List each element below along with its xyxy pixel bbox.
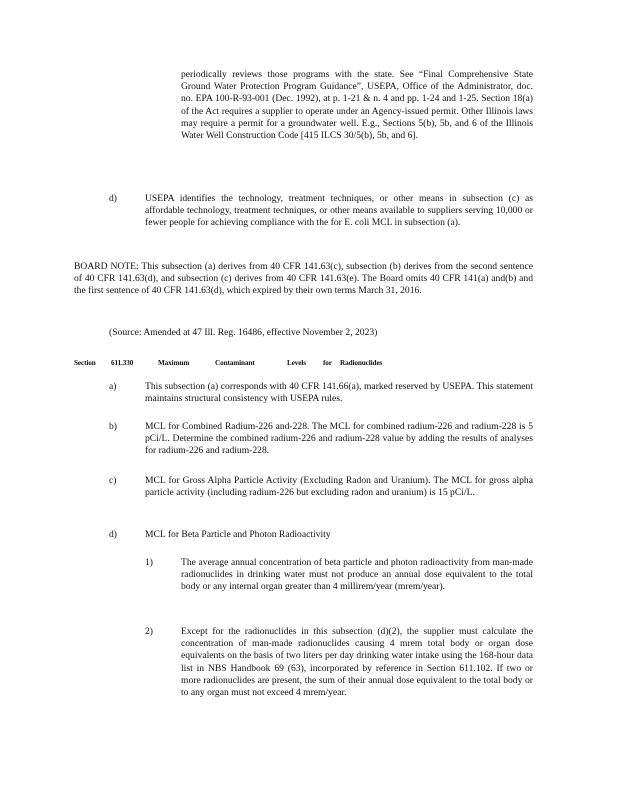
section-title-word: for: [323, 359, 332, 367]
section-title-word: Levels: [287, 359, 306, 367]
section-title-word: Radionuclides: [340, 359, 383, 367]
section-title-word: Maximum: [158, 359, 190, 367]
item-label: d): [109, 193, 117, 204]
item-label: c): [109, 475, 117, 486]
item-text: USEPA identifies the technology, treatment techniques, or other means in subsection (c) as affordable technology, treatment techniques, or other means available to suppliers serving 10,000 or fewer people for achieving compliance with the for E. coli MCL in subsection (a).: [145, 193, 533, 229]
subitem-text: Except for the radionuclides in this subsection (d)(2), the supplier must calculate the concentration of man-made radionuclides causing 4 mrem total body or organ dose equivalents on the basis of two liters per day drinking water intake using the 168-hour data list in NBS Handbook 69 (63), incorporated by reference in Section 611.102. If two or more radionuclides are present, the sum of their annual dose equivalent to the total body or to any organ must not exceed 4 mrem/year.: [181, 626, 533, 699]
source-note: (Source: Amended at 47 Ill. Reg. 16486, effective November 2, 2023): [109, 327, 378, 338]
subitem-label: 1): [145, 557, 153, 568]
item-label: b): [109, 421, 117, 432]
item-text: MCL for Beta Particle and Photon Radioactivity: [145, 529, 331, 540]
subitem-text: The average annual concentration of beta particle and photon radioactivity from man-made radionuclides in drinking water must not produce an annual dose equivalent to the total body or any internal organ greater than 4 millirem/year (mrem/year).: [181, 557, 533, 593]
item-label: d): [109, 529, 117, 540]
item-text: MCL for Gross Alpha Particle Activity (Excluding Radon and Uranium). The MCL for gross alpha particle activity (including radium-226 but excluding radon and uranium) is 15 pCi/L.: [145, 475, 533, 499]
section-number: 611.330: [111, 359, 134, 367]
section-word: Section: [74, 359, 96, 367]
section-title-word: Contaminant: [215, 359, 255, 367]
item-label: a): [109, 381, 117, 392]
continuation-paragraph: periodically reviews those programs with the state. See “Final Comprehensive State Ground Water Protection Program Guidance”, USEPA, Office of the Administrator, doc. no. EPA 100-R-93-001 (Dec. 1992), at p. 1-21 & n. 4 and pp. 1-24 and 1-25. Section 18(a) of the Act requires a supplier to operate under an Agency-issued permit. Other Illinois laws may require a permit for a groundwater well. E.g., Sections 5(b), 5b, and 6 of the Illinois Water Well Construction Code [415 ILCS 30/5(b), 5b, and 6].: [181, 69, 533, 142]
board-note: BOARD NOTE: This subsection (a) derives from 40 CFR 141.63(c), subsection (b) derives from the second sentence of 40 CFR 141.63(d), and subsection (c) derives from 40 CFR 141.63(e). The Board omits 40 CFR 141(a) and(b) and the first sentence of 40 CFR 141.63(d), which expired by their own terms March 31, 2016.: [74, 261, 533, 297]
subitem-label: 2): [145, 626, 153, 637]
item-text: This subsection (a) corresponds with 40 CFR 141.66(a), marked reserved by USEPA. This statement maintains structural consistency with USEPA rules.: [145, 381, 533, 405]
item-text: MCL for Combined Radium-226 and-228. The MCL for combined radium-226 and radium-228 is 5 pCi/L. Determine the combined radium-226 and radium-228 value by adding the results of analyses for radium-226 and radium-228.: [145, 421, 533, 457]
